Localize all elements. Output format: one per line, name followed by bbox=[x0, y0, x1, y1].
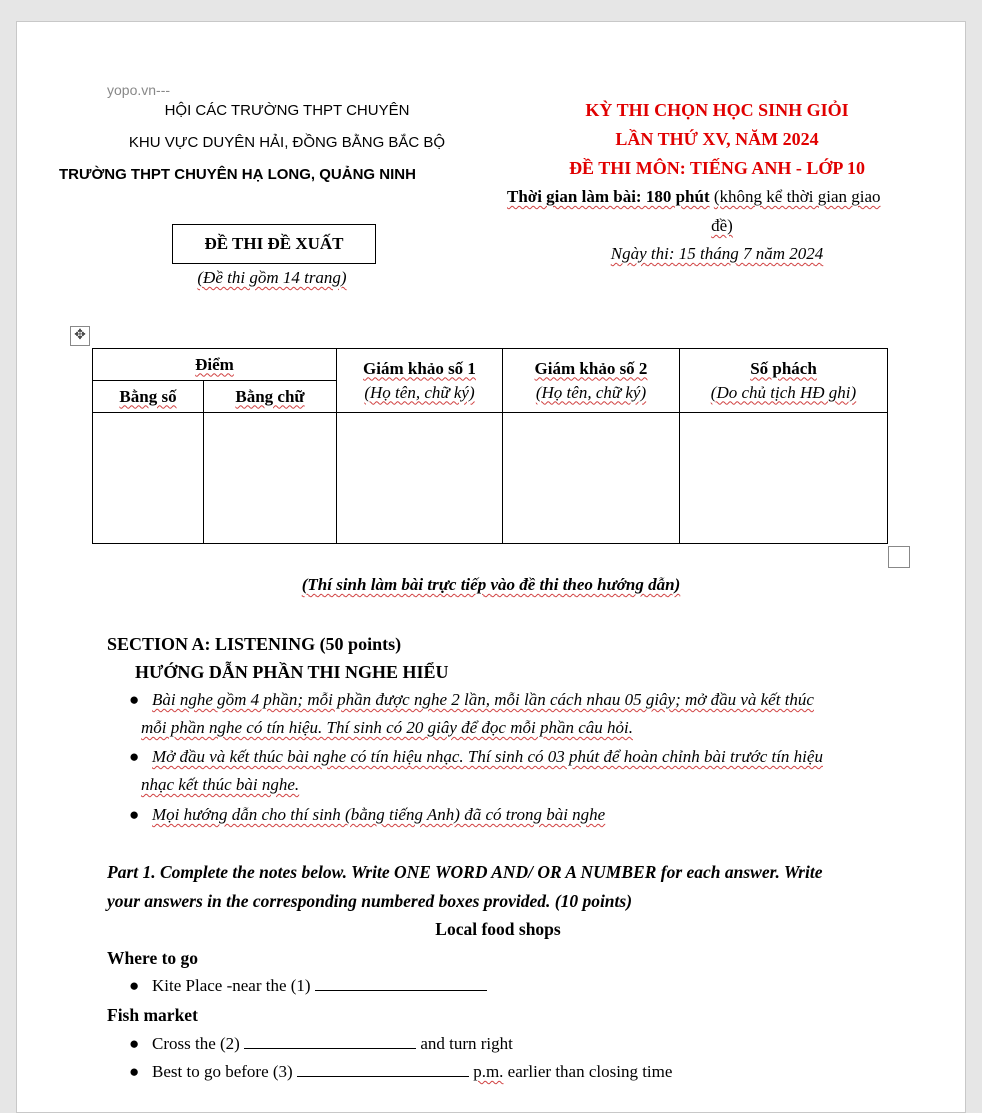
examiner2-cell[interactable] bbox=[503, 413, 680, 544]
score-digits-header: Bằng số bbox=[93, 381, 204, 413]
watermark: yopo.vn--- bbox=[107, 82, 171, 98]
section-a-title: SECTION A: LISTENING (50 points) bbox=[107, 634, 402, 654]
score-header: Điểm bbox=[93, 349, 337, 381]
proposed-exam-box: ĐỀ THI ĐỀ XUẤT bbox=[172, 224, 376, 264]
exam-duration: Thời gian làm bài: 180 phút (không kể thời gian giao bbox=[507, 187, 881, 206]
part1-instruction-line2: your answers in the corresponding numbered boxes provided. (10 points) bbox=[107, 891, 633, 911]
part1-title: Local food shops bbox=[435, 919, 561, 939]
fish-market-heading: Fish market bbox=[107, 1005, 198, 1025]
document-page: yopo.vn--- HỘI CÁC TRƯỜNG THPT CHUYÊN KHU VỰC DUYÊN HẢI, ĐỒNG BẰNG BẮC BỘ TRƯỜNG THPT CHUYÊN HẠ LONG, QUẢNG NINH ĐỀ THI ĐỀ XUẤT (Đề thi gồm 14 trang) KỲ THI CHỌN HỌC SINH GIỎI LẦN THỨ XV, NĂM 2024 ĐỀ THI MÔN: TIẾNG ANH - LỚP 10 Thời gian làm bài: 180 phút (không kể thời gian giao đề) Ngày thi: 15 tháng 7 năm 2024 ✥ Điểm Giám khảo số 1 (Họ tên, chữ ký) Giám khảo số 2 (Họ tên, chữ ký) Số phách (Do chủ tịch HĐ ghi) Bằng số Bằng chữ (Thí sinh làm bài trực tiếp vào đề thi theo hướng dẫn) SECTION A: LISTENING (50 points) HƯỚNG DẪN PHẦN THI NGHE HIỂU ● Bài nghe gồm 4 phần; mỗi phần được nghe 2 lần, mỗi lần cách nhau 05 giây; mở đầu và kết thúc mỗi phần nghe có tín hiệu. Thí sinh có 20 giây để đọc mỗi phần câu hỏi. ● Mở đầu và kết thúc bài nghe có tín hiệu nhạc. Thí sinh có 03 phút để hoàn chỉnh bài trước tín hiệu nhạc kết thúc bài nghe. ● Mọi hướng dẫn cho thí sinh (bằng tiếng Anh) đã có trong bài nghe Part 1. Complete the notes below. Write ONE WORD AND/ OR A NUMBER for each answer. Write your answers in the corresponding numbered boxes provided. (10 points) Local food shops Where to go ● Kite Place -near the (1) Fish market ● Cross the (2) and turn right ● Best to go before (3) p.m. earlier than closing time bbox=[16, 21, 966, 1113]
score-words-header: Bằng chữ bbox=[204, 381, 337, 413]
org-line2: KHU VỰC DUYÊN HẢI, ĐỒNG BẰNG BẮC BỘ bbox=[128, 134, 446, 151]
answer-blank-2[interactable] bbox=[244, 1034, 416, 1049]
serial-cell[interactable] bbox=[680, 413, 888, 544]
score-digits-cell[interactable] bbox=[93, 413, 204, 544]
pages-note: (Đề thi gồm 14 trang) bbox=[197, 268, 347, 287]
answer-blank-1[interactable] bbox=[315, 976, 487, 991]
exam-date: Ngày thi: 15 tháng 7 năm 2024 bbox=[610, 244, 824, 263]
examiner1-cell[interactable] bbox=[337, 413, 503, 544]
examiner2-header: Giám khảo số 2 (Họ tên, chữ ký) bbox=[503, 349, 680, 413]
where-to-go-heading: Where to go bbox=[107, 948, 199, 968]
table-move-handle-icon[interactable]: ✥ bbox=[70, 326, 90, 346]
answer-blank-3[interactable] bbox=[297, 1062, 469, 1077]
exam-title-line1: KỲ THI CHỌN HỌC SINH GIỎI bbox=[585, 100, 849, 120]
score-table bbox=[92, 348, 888, 544]
score-words-cell[interactable] bbox=[204, 413, 337, 544]
section-a-subtitle: HƯỚNG DẪN PHẦN THI NGHE HIỂU bbox=[135, 662, 449, 682]
exam-duration-cont: đề) bbox=[711, 216, 733, 235]
exam-subject: ĐỀ THI MÔN: TIẾNG ANH - LỚP 10 bbox=[569, 158, 865, 178]
school-name: TRƯỜNG THPT CHUYÊN HẠ LONG, QUẢNG NINH bbox=[59, 166, 416, 183]
part1-instruction-line1: Part 1. Complete the notes below. Write ONE WORD AND/ OR A NUMBER for each answer. Write bbox=[107, 862, 823, 882]
exam-title-line2: LẦN THỨ XV, NĂM 2024 bbox=[615, 129, 819, 149]
table-resize-handle[interactable] bbox=[888, 546, 910, 568]
examiner1-header: Giám khảo số 1 (Họ tên, chữ ký) bbox=[337, 349, 503, 413]
instruction-note: (Thí sinh làm bài trực tiếp vào đề thi theo hướng dẫn) bbox=[301, 575, 681, 594]
org-line1: HỘI CÁC TRƯỜNG THPT CHUYÊN bbox=[164, 102, 410, 119]
serial-header: Số phách (Do chủ tịch HĐ ghi) bbox=[680, 349, 888, 413]
